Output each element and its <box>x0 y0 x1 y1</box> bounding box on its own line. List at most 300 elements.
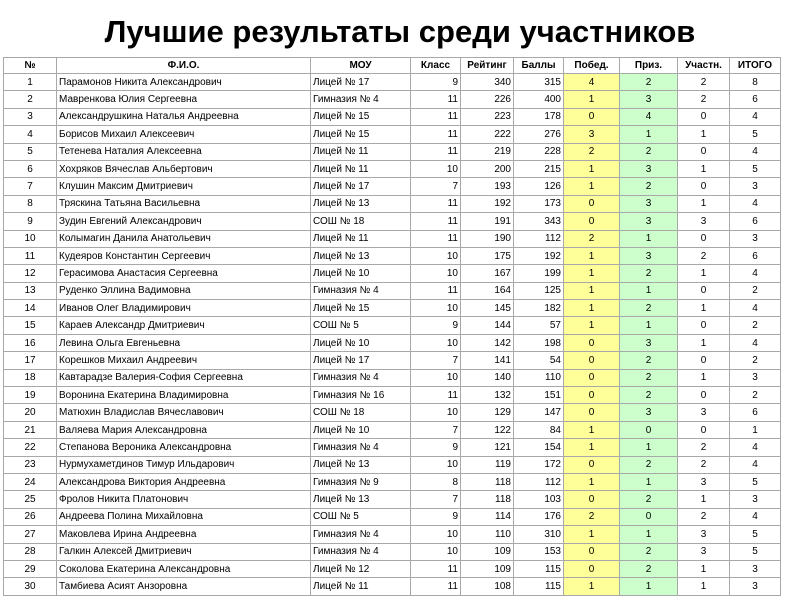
prize-count-cell: 1 <box>620 439 678 456</box>
participant-count-cell: 2 <box>678 456 730 473</box>
grade-cell: 9 <box>411 74 461 91</box>
column-header: МОУ <box>311 58 411 74</box>
grade-cell: 7 <box>411 352 461 369</box>
table-row <box>4 578 781 595</box>
table-row <box>4 230 781 247</box>
row-number-cell: 27 <box>4 526 57 543</box>
row-number-cell: 26 <box>4 508 57 525</box>
row-number-cell: 22 <box>4 439 57 456</box>
winner-count-cell: 1 <box>564 473 620 490</box>
participant-count-cell: 0 <box>678 282 730 299</box>
row-number-cell: 20 <box>4 404 57 421</box>
prize-count-cell: 1 <box>620 473 678 490</box>
score-cell: 112 <box>514 473 564 490</box>
school-cell: Гимназия № 4 <box>311 543 411 560</box>
winner-count-cell: 3 <box>564 126 620 143</box>
full-name-cell: Руденко Эллина Вадимовна <box>57 282 311 299</box>
participant-count-cell: 2 <box>678 439 730 456</box>
prize-count-cell: 2 <box>620 265 678 282</box>
table-row <box>4 91 781 108</box>
prize-count-cell: 2 <box>620 369 678 386</box>
grade-cell: 10 <box>411 334 461 351</box>
rating-cell: 140 <box>461 369 514 386</box>
prize-count-cell: 2 <box>620 352 678 369</box>
prize-count-cell: 0 <box>620 421 678 438</box>
participant-count-cell: 2 <box>678 508 730 525</box>
school-cell: Лицей № 13 <box>311 456 411 473</box>
full-name-cell: Александрушкина Наталья Андреевна <box>57 108 311 125</box>
school-cell: Лицей № 17 <box>311 178 411 195</box>
winner-count-cell: 1 <box>564 578 620 595</box>
winner-count-cell: 1 <box>564 178 620 195</box>
table-row <box>4 195 781 212</box>
school-cell: СОШ № 18 <box>311 213 411 230</box>
school-cell: СОШ № 18 <box>311 404 411 421</box>
participant-count-cell: 2 <box>678 74 730 91</box>
score-cell: 215 <box>514 160 564 177</box>
rating-cell: 122 <box>461 421 514 438</box>
score-cell: 153 <box>514 543 564 560</box>
grade-cell: 8 <box>411 473 461 490</box>
rating-cell: 109 <box>461 560 514 577</box>
rating-cell: 340 <box>461 74 514 91</box>
rating-cell: 141 <box>461 352 514 369</box>
rating-cell: 142 <box>461 334 514 351</box>
school-cell: Гимназия № 4 <box>311 526 411 543</box>
grade-cell: 10 <box>411 160 461 177</box>
participant-count-cell: 1 <box>678 195 730 212</box>
rating-cell: 129 <box>461 404 514 421</box>
table-row <box>4 387 781 404</box>
column-header: Участн. <box>678 58 730 74</box>
winner-count-cell: 1 <box>564 265 620 282</box>
participant-count-cell: 0 <box>678 143 730 160</box>
participant-count-cell: 0 <box>678 178 730 195</box>
score-cell: 112 <box>514 230 564 247</box>
total-cell: 6 <box>730 91 781 108</box>
total-cell: 5 <box>730 526 781 543</box>
prize-count-cell: 2 <box>620 491 678 508</box>
winner-count-cell: 1 <box>564 421 620 438</box>
prize-count-cell: 2 <box>620 387 678 404</box>
table-row <box>4 108 781 125</box>
table-row <box>4 439 781 456</box>
grade-cell: 11 <box>411 143 461 160</box>
participant-count-cell: 1 <box>678 160 730 177</box>
grade-cell: 11 <box>411 578 461 595</box>
total-cell: 6 <box>730 213 781 230</box>
total-cell: 2 <box>730 317 781 334</box>
grade-cell: 11 <box>411 126 461 143</box>
score-cell: 103 <box>514 491 564 508</box>
school-cell: Лицей № 11 <box>311 578 411 595</box>
rating-cell: 132 <box>461 387 514 404</box>
prize-count-cell: 2 <box>620 300 678 317</box>
prize-count-cell: 2 <box>620 178 678 195</box>
rating-cell: 114 <box>461 508 514 525</box>
total-cell: 4 <box>730 456 781 473</box>
school-cell: Гимназия № 4 <box>311 91 411 108</box>
winner-count-cell: 2 <box>564 230 620 247</box>
table-row <box>4 300 781 317</box>
participant-count-cell: 1 <box>678 265 730 282</box>
winner-count-cell: 0 <box>564 334 620 351</box>
school-cell: СОШ № 5 <box>311 317 411 334</box>
prize-count-cell: 3 <box>620 247 678 264</box>
grade-cell: 11 <box>411 108 461 125</box>
results-table <box>3 57 781 596</box>
results-table-body <box>4 74 781 596</box>
rating-cell: 118 <box>461 491 514 508</box>
full-name-cell: Тетенева Наталия Алексеевна <box>57 143 311 160</box>
winner-count-cell: 1 <box>564 439 620 456</box>
grade-cell: 10 <box>411 300 461 317</box>
winner-count-cell: 0 <box>564 213 620 230</box>
full-name-cell: Борисов Михаил Алексеевич <box>57 126 311 143</box>
full-name-cell: Мавренкова Юлия Сергеевна <box>57 91 311 108</box>
table-row <box>4 526 781 543</box>
prize-count-cell: 1 <box>620 282 678 299</box>
participant-count-cell: 3 <box>678 526 730 543</box>
school-cell: Лицей № 15 <box>311 300 411 317</box>
row-number-cell: 10 <box>4 230 57 247</box>
rating-cell: 219 <box>461 143 514 160</box>
winner-count-cell: 0 <box>564 369 620 386</box>
winner-count-cell: 0 <box>564 352 620 369</box>
total-cell: 3 <box>730 230 781 247</box>
score-cell: 115 <box>514 578 564 595</box>
score-cell: 176 <box>514 508 564 525</box>
score-cell: 84 <box>514 421 564 438</box>
prize-count-cell: 2 <box>620 543 678 560</box>
score-cell: 199 <box>514 265 564 282</box>
row-number-cell: 28 <box>4 543 57 560</box>
score-cell: 400 <box>514 91 564 108</box>
winner-count-cell: 0 <box>564 108 620 125</box>
grade-cell: 10 <box>411 404 461 421</box>
full-name-cell: Тамбиева Асият Анзоровна <box>57 578 311 595</box>
winner-count-cell: 1 <box>564 300 620 317</box>
participant-count-cell: 1 <box>678 334 730 351</box>
grade-cell: 7 <box>411 178 461 195</box>
row-number-cell: 3 <box>4 108 57 125</box>
total-cell: 6 <box>730 404 781 421</box>
prize-count-cell: 1 <box>620 526 678 543</box>
rating-cell: 164 <box>461 282 514 299</box>
prize-count-cell: 3 <box>620 334 678 351</box>
column-header: Ф.И.О. <box>57 58 311 74</box>
score-cell: 54 <box>514 352 564 369</box>
table-row <box>4 74 781 91</box>
column-header: Класс <box>411 58 461 74</box>
grade-cell: 10 <box>411 369 461 386</box>
table-row <box>4 247 781 264</box>
score-cell: 115 <box>514 560 564 577</box>
grade-cell: 11 <box>411 213 461 230</box>
winner-count-cell: 1 <box>564 160 620 177</box>
participant-count-cell: 0 <box>678 108 730 125</box>
page-title: Лучшие результаты среди участников <box>104 14 696 49</box>
table-row <box>4 160 781 177</box>
table-row <box>4 369 781 386</box>
school-cell: СОШ № 5 <box>311 508 411 525</box>
total-cell: 3 <box>730 560 781 577</box>
total-cell: 3 <box>730 578 781 595</box>
row-number-cell: 4 <box>4 126 57 143</box>
winner-count-cell: 0 <box>564 543 620 560</box>
column-header: № <box>4 58 57 74</box>
score-cell: 198 <box>514 334 564 351</box>
score-cell: 151 <box>514 387 564 404</box>
grade-cell: 11 <box>411 195 461 212</box>
row-number-cell: 9 <box>4 213 57 230</box>
rating-cell: 200 <box>461 160 514 177</box>
total-cell: 4 <box>730 439 781 456</box>
total-cell: 2 <box>730 387 781 404</box>
school-cell: Гимназия № 4 <box>311 369 411 386</box>
full-name-cell: Зудин Евгений Александрович <box>57 213 311 230</box>
row-number-cell: 2 <box>4 91 57 108</box>
school-cell: Лицей № 15 <box>311 126 411 143</box>
full-name-cell: Александрова Виктория Андреевна <box>57 473 311 490</box>
total-cell: 4 <box>730 334 781 351</box>
prize-count-cell: 4 <box>620 108 678 125</box>
school-cell: Гимназия № 4 <box>311 282 411 299</box>
score-cell: 192 <box>514 247 564 264</box>
full-name-cell: Герасимова Анастасия Сергеевна <box>57 265 311 282</box>
school-cell: Лицей № 17 <box>311 352 411 369</box>
total-cell: 5 <box>730 126 781 143</box>
grade-cell: 10 <box>411 265 461 282</box>
grade-cell: 11 <box>411 91 461 108</box>
full-name-cell: Караев Александр Дмитриевич <box>57 317 311 334</box>
grade-cell: 7 <box>411 421 461 438</box>
rating-cell: 223 <box>461 108 514 125</box>
table-row <box>4 282 781 299</box>
school-cell: Лицей № 10 <box>311 421 411 438</box>
prize-count-cell: 1 <box>620 230 678 247</box>
rating-cell: 193 <box>461 178 514 195</box>
prize-count-cell: 2 <box>620 143 678 160</box>
winner-count-cell: 1 <box>564 317 620 334</box>
total-cell: 4 <box>730 508 781 525</box>
full-name-cell: Нурмухаметдинов Тимур Ильдарович <box>57 456 311 473</box>
row-number-cell: 19 <box>4 387 57 404</box>
total-cell: 4 <box>730 300 781 317</box>
table-row <box>4 543 781 560</box>
participant-count-cell: 1 <box>678 300 730 317</box>
column-header: Приз. <box>620 58 678 74</box>
score-cell: 343 <box>514 213 564 230</box>
full-name-cell: Андреева Полина Михайловна <box>57 508 311 525</box>
column-header: Рейтинг <box>461 58 514 74</box>
winner-count-cell: 0 <box>564 456 620 473</box>
participant-count-cell: 0 <box>678 230 730 247</box>
school-cell: Лицей № 13 <box>311 195 411 212</box>
winner-count-cell: 2 <box>564 508 620 525</box>
grade-cell: 9 <box>411 508 461 525</box>
full-name-cell: Левина Ольга Евгеньевна <box>57 334 311 351</box>
prize-count-cell: 0 <box>620 508 678 525</box>
full-name-cell: Корешков Михаил Андреевич <box>57 352 311 369</box>
total-cell: 6 <box>730 247 781 264</box>
participant-count-cell: 1 <box>678 578 730 595</box>
rating-cell: 191 <box>461 213 514 230</box>
winner-count-cell: 1 <box>564 526 620 543</box>
prize-count-cell: 1 <box>620 126 678 143</box>
row-number-cell: 21 <box>4 421 57 438</box>
score-cell: 110 <box>514 369 564 386</box>
winner-count-cell: 4 <box>564 74 620 91</box>
table-row <box>4 126 781 143</box>
school-cell: Лицей № 15 <box>311 108 411 125</box>
participant-count-cell: 1 <box>678 560 730 577</box>
score-cell: 276 <box>514 126 564 143</box>
score-cell: 126 <box>514 178 564 195</box>
rating-cell: 175 <box>461 247 514 264</box>
rating-cell: 190 <box>461 230 514 247</box>
winner-count-cell: 1 <box>564 91 620 108</box>
table-row <box>4 178 781 195</box>
school-cell: Лицей № 11 <box>311 143 411 160</box>
participant-count-cell: 0 <box>678 421 730 438</box>
school-cell: Лицей № 11 <box>311 230 411 247</box>
full-name-cell: Парамонов Никита Александрович <box>57 74 311 91</box>
total-cell: 5 <box>730 543 781 560</box>
score-cell: 57 <box>514 317 564 334</box>
row-number-cell: 24 <box>4 473 57 490</box>
score-cell: 172 <box>514 456 564 473</box>
grade-cell: 9 <box>411 439 461 456</box>
row-number-cell: 1 <box>4 74 57 91</box>
grade-cell: 11 <box>411 230 461 247</box>
school-cell: Лицей № 10 <box>311 265 411 282</box>
grade-cell: 11 <box>411 387 461 404</box>
school-cell: Гимназия № 4 <box>311 439 411 456</box>
row-number-cell: 30 <box>4 578 57 595</box>
row-number-cell: 18 <box>4 369 57 386</box>
score-cell: 147 <box>514 404 564 421</box>
participant-count-cell: 1 <box>678 369 730 386</box>
prize-count-cell: 2 <box>620 74 678 91</box>
full-name-cell: Соколова Екатерина Александровна <box>57 560 311 577</box>
full-name-cell: Галкин Алексей Дмитриевич <box>57 543 311 560</box>
total-cell: 5 <box>730 160 781 177</box>
winner-count-cell: 1 <box>564 282 620 299</box>
row-number-cell: 11 <box>4 247 57 264</box>
participant-count-cell: 3 <box>678 473 730 490</box>
school-cell: Лицей № 13 <box>311 491 411 508</box>
score-cell: 315 <box>514 74 564 91</box>
total-cell: 4 <box>730 143 781 160</box>
winner-count-cell: 0 <box>564 195 620 212</box>
full-name-cell: Кудеяров Константин Сергеевич <box>57 247 311 264</box>
row-number-cell: 13 <box>4 282 57 299</box>
prize-count-cell: 3 <box>620 91 678 108</box>
rating-cell: 144 <box>461 317 514 334</box>
row-number-cell: 17 <box>4 352 57 369</box>
winner-count-cell: 0 <box>564 387 620 404</box>
participant-count-cell: 0 <box>678 387 730 404</box>
table-row <box>4 317 781 334</box>
full-name-cell: Хохряков Вячеслав Альбертович <box>57 160 311 177</box>
rating-cell: 110 <box>461 526 514 543</box>
prize-count-cell: 1 <box>620 578 678 595</box>
participant-count-cell: 2 <box>678 91 730 108</box>
total-cell: 3 <box>730 178 781 195</box>
grade-cell: 7 <box>411 491 461 508</box>
rating-cell: 119 <box>461 456 514 473</box>
rating-cell: 192 <box>461 195 514 212</box>
total-cell: 2 <box>730 352 781 369</box>
table-row <box>4 508 781 525</box>
table-row <box>4 473 781 490</box>
prize-count-cell: 1 <box>620 317 678 334</box>
winner-count-cell: 2 <box>564 143 620 160</box>
full-name-cell: Воронина Екатерина Владимировна <box>57 387 311 404</box>
row-number-cell: 14 <box>4 300 57 317</box>
table-row <box>4 213 781 230</box>
table-row <box>4 456 781 473</box>
table-row <box>4 560 781 577</box>
prize-count-cell: 2 <box>620 560 678 577</box>
rating-cell: 167 <box>461 265 514 282</box>
score-cell: 154 <box>514 439 564 456</box>
row-number-cell: 15 <box>4 317 57 334</box>
total-cell: 4 <box>730 195 781 212</box>
participant-count-cell: 0 <box>678 317 730 334</box>
row-number-cell: 29 <box>4 560 57 577</box>
column-header: Баллы <box>514 58 564 74</box>
prize-count-cell: 3 <box>620 195 678 212</box>
full-name-cell: Валяева Мария Александровна <box>57 421 311 438</box>
row-number-cell: 7 <box>4 178 57 195</box>
rating-cell: 121 <box>461 439 514 456</box>
total-cell: 4 <box>730 108 781 125</box>
column-header: ИТОГО <box>730 58 781 74</box>
score-cell: 228 <box>514 143 564 160</box>
grade-cell: 11 <box>411 560 461 577</box>
total-cell: 5 <box>730 473 781 490</box>
prize-count-cell: 3 <box>620 160 678 177</box>
table-row <box>4 143 781 160</box>
table-row <box>4 491 781 508</box>
row-number-cell: 5 <box>4 143 57 160</box>
winner-count-cell: 0 <box>564 404 620 421</box>
full-name-cell: Кавтарадзе Валерия-София Сергеевна <box>57 369 311 386</box>
prize-count-cell: 3 <box>620 213 678 230</box>
participant-count-cell: 1 <box>678 126 730 143</box>
school-cell: Гимназия № 16 <box>311 387 411 404</box>
winner-count-cell: 0 <box>564 560 620 577</box>
participant-count-cell: 3 <box>678 213 730 230</box>
rating-cell: 145 <box>461 300 514 317</box>
total-cell: 1 <box>730 421 781 438</box>
grade-cell: 10 <box>411 247 461 264</box>
rating-cell: 118 <box>461 473 514 490</box>
school-cell: Гимназия № 9 <box>311 473 411 490</box>
participant-count-cell: 0 <box>678 352 730 369</box>
winner-count-cell: 1 <box>564 247 620 264</box>
row-number-cell: 6 <box>4 160 57 177</box>
grade-cell: 10 <box>411 526 461 543</box>
rating-cell: 222 <box>461 126 514 143</box>
column-header: Побед. <box>564 58 620 74</box>
full-name-cell: Матюхин Владислав Вячеславович <box>57 404 311 421</box>
total-cell: 8 <box>730 74 781 91</box>
prize-count-cell: 3 <box>620 404 678 421</box>
grade-cell: 9 <box>411 317 461 334</box>
